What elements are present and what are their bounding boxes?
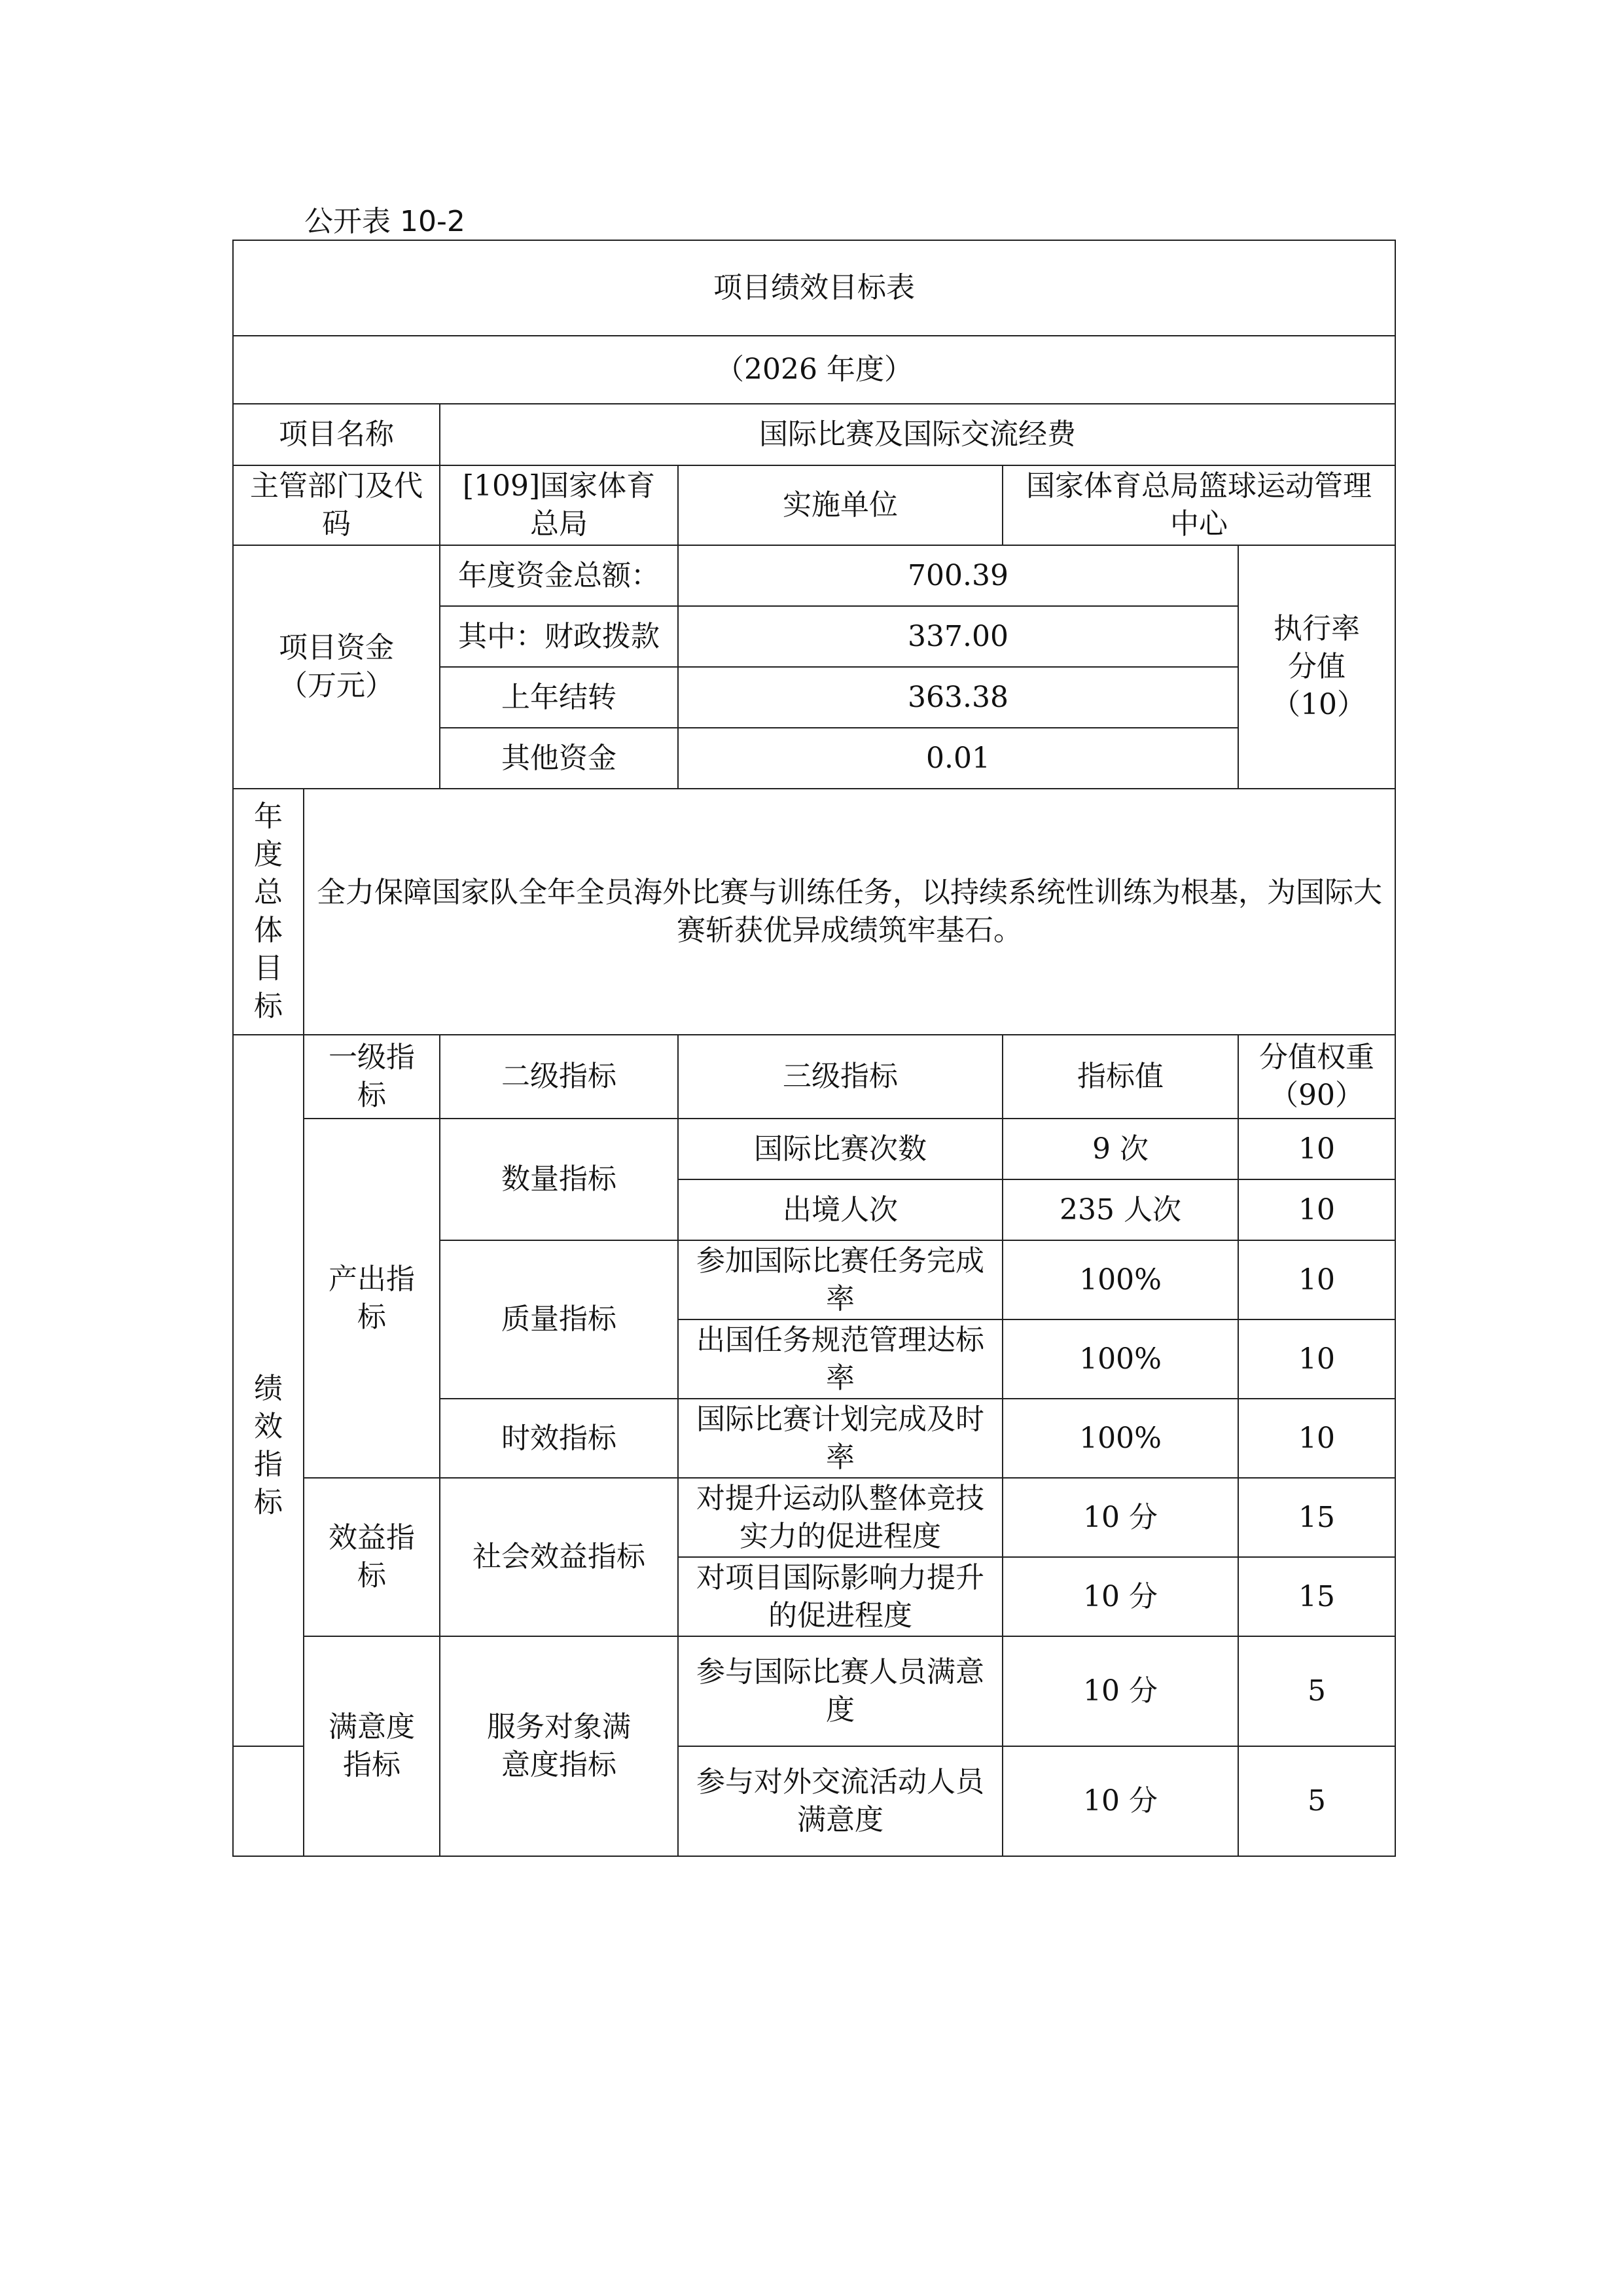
department-label: 主管部门及代码	[233, 465, 440, 545]
indicator-value: 100%	[1003, 1319, 1238, 1399]
indicator-weight: 15	[1238, 1557, 1395, 1636]
header-level1: 一级指标	[304, 1035, 440, 1119]
indicator-name: 对提升运动队整体竞技实力的促进程度	[678, 1478, 1003, 1557]
group-benefit: 效益指标	[304, 1478, 440, 1636]
funds-carryover-value: 363.38	[678, 667, 1238, 728]
indicator-value: 10 分	[1003, 1478, 1238, 1557]
indicator-value: 10 分	[1003, 1746, 1238, 1856]
indicator-value: 10 分	[1003, 1636, 1238, 1746]
group-satisfaction: 满意度指标	[304, 1636, 440, 1856]
indicator-value: 100%	[1003, 1240, 1238, 1319]
annual-goal-row	[233, 789, 1395, 1035]
title-row	[233, 240, 1395, 336]
table-year: （2026 年度）	[233, 336, 1395, 404]
funds-total-label: 年度资金总额：	[440, 545, 678, 606]
sub-quantity: 数量指标	[440, 1119, 678, 1240]
indicator-name: 对项目国际影响力提升的促进程度	[678, 1557, 1003, 1636]
indicator-value: 9 次	[1003, 1119, 1238, 1179]
sub-service: 服务对象满意度指标	[440, 1636, 678, 1856]
indicator-name: 国际比赛计划完成及时率	[678, 1399, 1003, 1478]
execution-rate-label: 执行率分值（10）	[1238, 545, 1395, 789]
header-value: 指标值	[1003, 1035, 1238, 1119]
indicator-weight: 10	[1238, 1179, 1395, 1240]
indicator-weight: 5	[1238, 1636, 1395, 1746]
sub-social: 社会效益指标	[440, 1478, 678, 1636]
indicator-name: 参加国际比赛任务完成率	[678, 1240, 1003, 1319]
department-row	[233, 465, 1395, 545]
sub-quality: 质量指标	[440, 1240, 678, 1399]
sub-timeliness: 时效指标	[440, 1399, 678, 1478]
indicator-weight: 15	[1238, 1478, 1395, 1557]
table-row	[233, 1478, 1395, 1557]
funds-label: 项目资金（万元）	[233, 545, 440, 789]
funds-other-value: 0.01	[678, 728, 1238, 789]
funds-fiscal-value: 337.00	[678, 606, 1238, 667]
table-title: 项目绩效目标表	[233, 240, 1395, 336]
project-name-row	[233, 404, 1395, 465]
indicator-name: 出境人次	[678, 1179, 1003, 1240]
indicator-weight: 5	[1238, 1746, 1395, 1856]
department-value: [109]国家体育总局	[440, 465, 678, 545]
funds-fiscal-label: 其中：财政拨款	[440, 606, 678, 667]
indicator-name: 出国任务规范管理达标率	[678, 1319, 1003, 1399]
year-row	[233, 336, 1395, 404]
indicator-weight: 10	[1238, 1240, 1395, 1319]
indicator-value: 100%	[1003, 1399, 1238, 1478]
indicator-name: 参与国际比赛人员满意度	[678, 1636, 1003, 1746]
indicator-value: 10 分	[1003, 1557, 1238, 1636]
performance-target-table	[232, 240, 1396, 1857]
funds-carryover-label: 上年结转	[440, 667, 678, 728]
document-label: 公开表 10-2	[304, 205, 465, 238]
indicator-name: 国际比赛次数	[678, 1119, 1003, 1179]
annual-goal-label: 年度总体目标	[233, 789, 304, 1035]
unit-label: 实施单位	[678, 465, 1003, 545]
unit-value: 国家体育总局篮球运动管理中心	[1003, 465, 1395, 545]
indicator-name: 参与对外交流活动人员满意度	[678, 1746, 1003, 1856]
indicator-weight: 10	[1238, 1399, 1395, 1478]
indicator-value: 235 人次	[1003, 1179, 1238, 1240]
indicators-section-label: 绩效指标	[233, 1035, 304, 1856]
indicators-section-divider	[232, 1746, 304, 1747]
project-name-value: 国际比赛及国际交流经费	[440, 404, 1395, 465]
header-level2: 二级指标	[440, 1035, 678, 1119]
annual-goal-text: 全力保障国家队全年全员海外比赛与训练任务，以持续系统性训练为根基，为国际大赛斩获优异成绩筑牢基石。	[304, 789, 1395, 1035]
project-name-label: 项目名称	[233, 404, 440, 465]
header-level3: 三级指标	[678, 1035, 1003, 1119]
funds-row	[233, 545, 1395, 606]
group-output: 产出指标	[304, 1119, 440, 1478]
indicator-weight: 10	[1238, 1119, 1395, 1179]
table-row	[233, 1636, 1395, 1746]
indicator-weight: 10	[1238, 1319, 1395, 1399]
header-weight: 分值权重（90）	[1238, 1035, 1395, 1119]
table-row	[233, 1119, 1395, 1179]
indicator-header-row	[233, 1035, 1395, 1119]
funds-other-label: 其他资金	[440, 728, 678, 789]
funds-total-value: 700.39	[678, 545, 1238, 606]
